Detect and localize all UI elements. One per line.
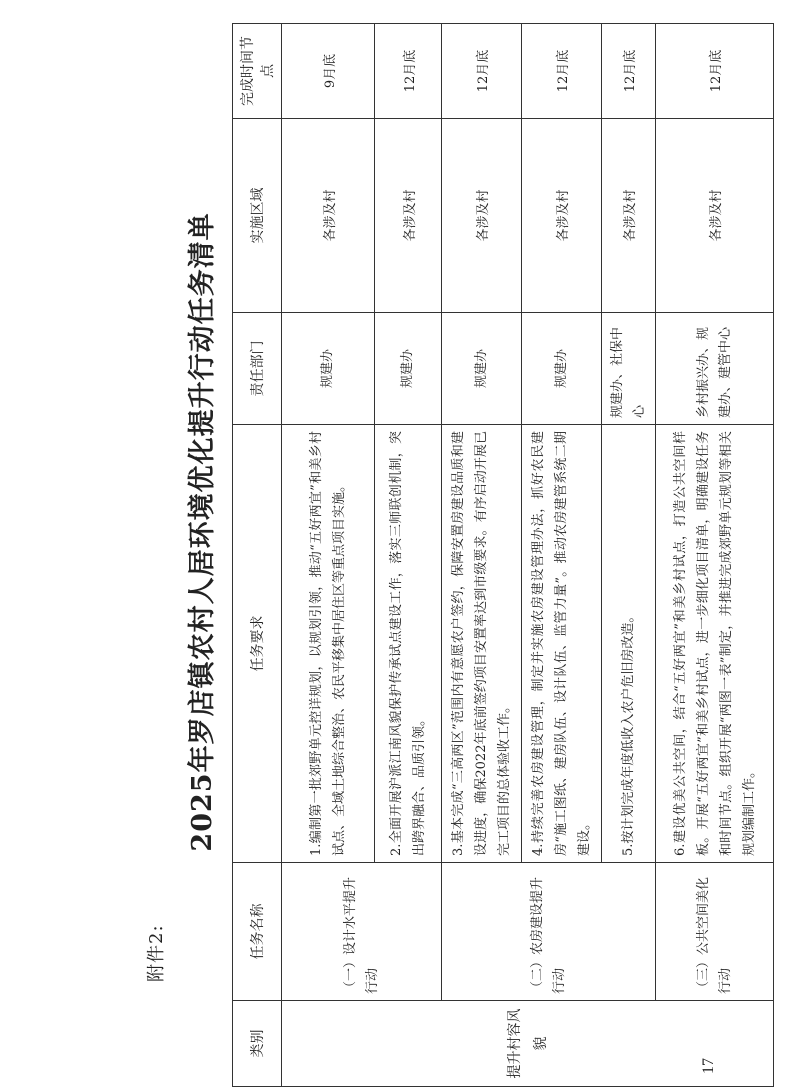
department-cell: 规建办 [522,313,602,425]
department-cell: 规建办、社保中心 [602,313,656,425]
deadline-cell: 12月底 [442,24,522,119]
requirement-cell: 2.全面开展沪派江南风貌保护传承试点建设工作，落实三师联创机制，突出跨界融合、品质引领。 [375,425,442,863]
header-category: 类别 [233,1001,282,1087]
department-cell: 规建办 [442,313,522,425]
department-cell: 规建办 [282,313,375,425]
requirement-cell: 3.基本完成“三高两区”范围内有意愿农户签约，保障安置房建设品质和建设进度，确保2022年底前签约项目安置率达到市级要求。有序启动开展已完工项目的总体验收工作。 [442,425,522,863]
deadline-cell: 12月底 [375,24,442,119]
header-department: 责任部门 [233,313,282,425]
area-cell: 各涉及村 [442,119,522,313]
page-title: 2025年罗店镇农村人居环境优化提升行动任务清单 [187,212,218,852]
task-name-cell: （三）公共空间美化行动 [656,863,774,1001]
requirement-cell: 1.编制第一批郊野单元控详规划，以规划引领，推动“五好两宜”和美乡村试点、全域土地综合整治、农民平移集中居住区等重点项目实施。 [282,425,375,863]
area-cell: 各涉及村 [375,119,442,313]
page-number: 17 [700,1058,717,1074]
area-cell: 各涉及村 [522,119,602,313]
area-cell: 各涉及村 [282,119,375,313]
header-requirement: 任务要求 [233,425,282,863]
table-row [442,24,522,1087]
deadline-cell: 12月底 [602,24,656,119]
table-row [282,24,375,1087]
deadline-cell: 9月底 [282,24,375,119]
requirement-cell: 5.按计划完成年度低收入农户危旧房改造。 [602,425,656,863]
task-table [232,23,774,1087]
department-cell: 乡村振兴办、规建办、建管中心 [656,313,774,425]
table-row [656,24,774,1087]
table-header-row [233,24,282,1087]
task-name-cell: （一）设计水平提升行动 [282,863,442,1001]
requirement-cell: 6.建设优美公共空间，结合“五好两宜”和美乡村试点，打造公共空间样板。开展“五好两宜”和美乡村试点，进一步细化项目清单，明确建设任务和时间节点。组织开展“两图一表”制定，并推进完成郊野单元规划等相关规划编制工作。 [656,425,774,863]
department-cell: 规建办 [375,313,442,425]
attachment-label: 附件2: [146,924,167,982]
area-cell: 各涉及村 [602,119,656,313]
deadline-cell: 12月底 [656,24,774,119]
deadline-cell: 12月底 [522,24,602,119]
requirement-cell: 4.持续完善农房建设管理，制定并实施农房建设管理办法，抓好农民建房“施工图纸、建房队伍、设计队伍、监管力量”。推动农房建管系统二期建设。 [522,425,602,863]
task-name-cell: （二）农房建设提升行动 [442,863,656,1001]
area-cell: 各涉及村 [656,119,774,313]
header-deadline: 完成时间节点 [233,24,282,119]
header-area: 实施区域 [233,119,282,313]
header-task: 任务名称 [233,863,282,1001]
category-cell: 提升村容风貌 [282,1001,774,1087]
